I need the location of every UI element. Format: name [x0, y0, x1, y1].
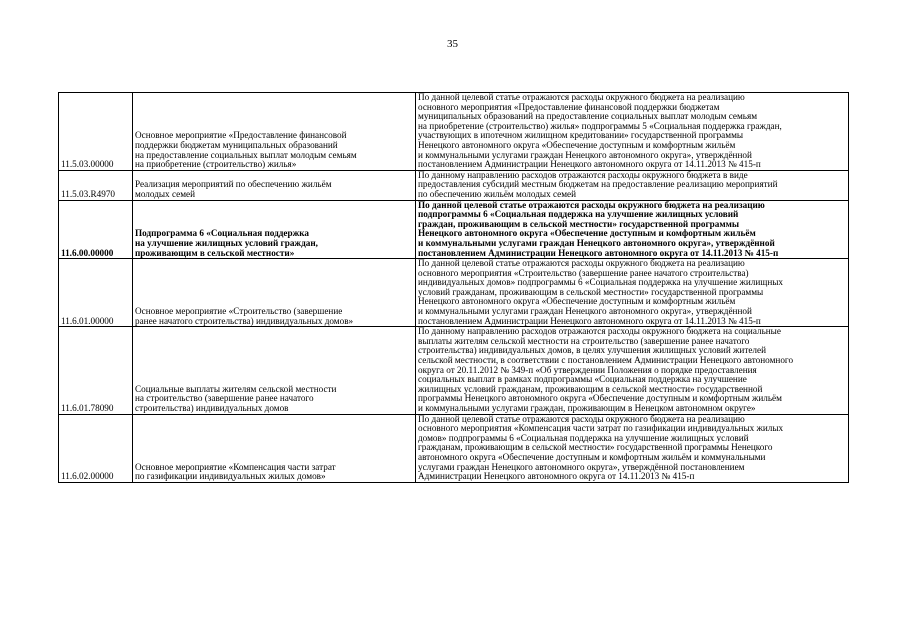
target-article-description: [416, 414, 849, 482]
table-row: [59, 259, 849, 327]
description-line: основного мероприятия «Предоставление финансовой поддержки бюджетам: [418, 102, 720, 112]
description-line: Ненецкого автономного округа «Обеспечение доступным и комфортным жильём: [418, 140, 736, 150]
description-line: на приобретение (строительство) жилья» подпрограммы 5 «Социальная поддержка граждан,: [418, 121, 782, 131]
description-line: и коммунальными услугами граждан, проживающим в Ненецком автономном округе»: [418, 404, 756, 413]
description-line: муниципальных образований на предоставление социальных выплат молодым семьям: [418, 112, 758, 122]
description-line: домов» подпрограммы 6 «Социальная поддержка на улучшение жилищных условий: [418, 433, 749, 443]
description-line: жилищных условий гражданам, проживающим в сельской местности» государственной: [418, 384, 763, 394]
table-row: [59, 170, 849, 200]
description-line: основного мероприятия «Строительство (завершение ранее начатого строительства): [418, 268, 749, 278]
target-article-code: 11.6.01.00000: [59, 259, 133, 327]
description-line: По данной целевой статье отражаются расходы окружного бюджета на реализацию: [418, 200, 765, 210]
description-line: граждан, проживающим в сельской местности» государственной программы: [418, 219, 740, 229]
name-line: ранее начатого строительства) индивидуальных домов»: [135, 316, 354, 326]
description-line: автономного округа «Обеспечение доступным и комфортным жильём и коммунальными: [418, 452, 766, 462]
table-row: [59, 414, 849, 482]
description-line: По данному направлению расходов отражаются расходы окружного бюджета на социальные: [418, 327, 781, 337]
target-article-description: [416, 327, 849, 414]
description-line: По данной целевой статье отражаются расходы окружного бюджета на реализацию: [418, 93, 745, 102]
description-line: постановлением Администрации Ненецкого автономного округа от 14.11.2013 № 415-п: [418, 316, 761, 326]
target-article-name: [133, 200, 416, 259]
description-line: предоставления субсидий местным бюджетам на предоставление реализацию мероприятий: [418, 180, 778, 190]
name-line: по газификации индивидуальных жилых домов»: [135, 472, 326, 482]
name-line: молодых семей: [135, 189, 196, 199]
description-line: постановлением Администрации Ненецкого автономного округа от 14.11.2013 № 415-п: [418, 160, 761, 170]
description-line: сельской местности, в соответствии с постановлением Администрации Ненецкого автономного: [418, 356, 794, 366]
description-line: Администрации Ненецкого автономного округа от 14.11.2013 № 415-п: [418, 472, 695, 482]
description-line: выплаты жителям сельской местности на строительство (завершение ранее начатого: [418, 336, 750, 346]
name-line: Подпрограмма 6 «Социальная поддержка: [135, 229, 309, 239]
description-line: и коммунальными услугами граждан Ненецкого автономного округа», утверждённой: [418, 238, 775, 248]
description-line: и коммунальными услугами граждан Ненецкого автономного округа», утверждённой: [418, 307, 752, 317]
target-article-name: [133, 327, 416, 414]
table-row: [59, 200, 849, 259]
description-line: По данной целевой статье отражаются расходы окружного бюджета на реализацию: [418, 259, 745, 269]
description-line: По данному направлению расходов отражаются расходы окружного бюджета в виде: [418, 170, 748, 180]
target-article-name: [133, 93, 416, 171]
name-line: на улучшение жилищных условий граждан,: [135, 238, 318, 248]
name-line: на предоставление социальных выплат молодым семьям: [135, 150, 357, 160]
name-line: на строительство (завершение ранее начатого: [135, 394, 314, 404]
name-line: Основное мероприятие «Компенсация части затрат: [135, 462, 336, 472]
budget-classification-table: [58, 92, 849, 483]
target-article-name: [133, 414, 416, 482]
target-article-code: 11.5.03.R4970: [59, 170, 133, 200]
description-line: По данной целевой статье отражаются расходы окружного бюджета на реализацию: [418, 414, 745, 424]
name-line: Основное мероприятие «Строительство (завершение: [135, 307, 343, 317]
name-line: на приобретение (строительство) жилья»: [135, 160, 297, 170]
name-line: проживающим в сельской местности»: [135, 248, 295, 258]
target-article-description: [416, 259, 849, 327]
table-row: [59, 93, 849, 171]
target-article-description: [416, 170, 849, 200]
description-line: по обеспечению жильём молодых семей: [418, 189, 577, 199]
name-line: Реализация мероприятий по обеспечению жильём: [135, 180, 332, 190]
description-line: участвующих в ипотечном жилищном кредитовании» государственной программы: [418, 131, 744, 141]
target-article-name: [133, 259, 416, 327]
description-line: строительства) индивидуальных домов, в целях улучшения жилищных условий жителей: [418, 346, 766, 356]
description-line: индивидуальных домов» подпрограммы 6 «Социальная поддержка на улучшение жилищных: [418, 278, 783, 288]
description-line: условий гражданам, проживающим в сельской местности» государственной программы: [418, 287, 764, 297]
description-line: Ненецкого автономного округа «Обеспечение доступным и комфортным жильём: [418, 297, 736, 307]
description-line: постановлением Администрации Ненецкого автономного округа от 14.11.2013 № 415-п: [418, 248, 779, 258]
description-line: подпрограммы 6 «Социальная поддержка на улучшение жилищных условий: [418, 210, 739, 220]
description-line: гражданам, проживающим в сельской местности» государственной программы Ненецкого: [418, 443, 773, 453]
name-line: Основное мероприятие «Предоставление финансовой: [135, 131, 347, 141]
name-line: Социальные выплаты жителям сельской местности: [135, 384, 337, 394]
target-article-description: [416, 93, 849, 171]
table-row: [59, 327, 849, 414]
target-article-name: [133, 170, 416, 200]
description-line: основного мероприятия «Компенсация части затрат по газификации индивидуальных жилых: [418, 424, 784, 434]
target-article-code: 11.6.01.78090: [59, 327, 133, 414]
description-line: округа от 20.11.2012 № 349-п «Об утверждении Положения о порядке предоставления: [418, 365, 757, 375]
name-line: поддержки бюджетам муниципальных образований: [135, 140, 338, 150]
target-article-code: 11.5.03.00000: [59, 93, 133, 171]
description-line: программы Ненецкого автономного округа «Обеспечение доступным и комфортным жильём: [418, 394, 782, 404]
table-body: [59, 93, 849, 483]
target-article-description: [416, 200, 849, 259]
target-article-code: 11.6.02.00000: [59, 414, 133, 482]
description-line: услугами граждан Ненецкого автономного округа», утверждённой постановлением: [418, 462, 745, 472]
page-number: 35: [447, 38, 458, 50]
name-line: строительства) индивидуальных домов: [135, 404, 289, 413]
target-article-code: 11.6.00.00000: [59, 200, 133, 259]
description-line: социальных выплат в рамках подпрограммы «Социальная поддержка на улучшение: [418, 375, 747, 385]
description-line: и коммунальными услугами граждан Ненецкого автономного округа», утверждённой: [418, 150, 752, 160]
description-line: Ненецкого автономного округа «Обеспечение доступным и комфортным жильём: [418, 229, 756, 239]
